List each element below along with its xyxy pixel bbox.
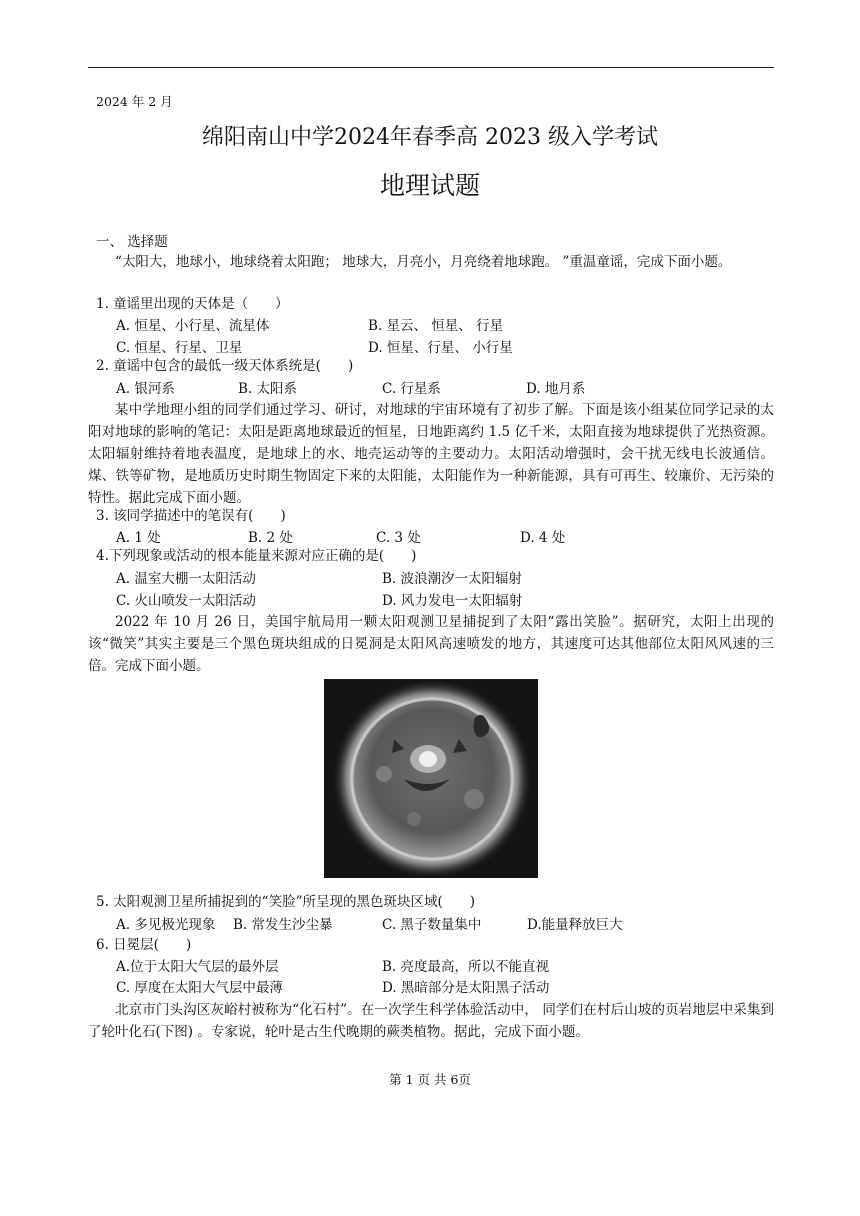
q5-option-b: B. 常发生沙尘暴	[233, 917, 333, 933]
q6-option-d: D. 黑暗部分是太阳黑子活动	[382, 980, 550, 996]
page-number: 第 1 页 共 6页	[389, 1072, 471, 1087]
q3-option-b: B. 2 处	[248, 530, 293, 546]
q5-option-c: C. 黑子数量集中	[382, 917, 482, 933]
q4-option-c: C. 火山喷发一太阳活动	[116, 593, 256, 609]
q1-option-d: D. 恒星、行星、 小行星	[368, 340, 513, 356]
q6-option-c: C. 厚度在太阳大气层中最薄	[116, 980, 283, 996]
question-1: 1. 童谣里出现的天体是（ ）	[96, 296, 289, 312]
intro-sun-notes: 某中学地理小组的同学们通过学习、研讨，对地球的宇宙环境有了初步了解。下面是该小组某位同学记录的太阳对地球的影响的笔记：太阳是距离地球最近的恒星，日地距离约 1.5 亿千米，太阳直接为地球提供了光热资源。太阳辐射维持着地表温度，是地球上的水、地壳运动等的主要动力。太阳活动增强时，会干扰无线电长波通信。煤、铁等矿物，是地质历史时期生物固定下来的太阳能，太阳能作为一种新能源，具有可再生、较廉价、无污染的特性。据此完成下面小题。	[88, 402, 774, 506]
sun-coronal-hole-image	[324, 679, 538, 878]
q4-option-b: B. 波浪潮汐一太阳辐射	[382, 571, 523, 587]
q2-option-a: A. 银河系	[116, 381, 175, 397]
q4-option-a: A. 温室大棚一太阳活动	[116, 571, 256, 587]
question-2: 2. 童谣中包含的最低一级天体系统是( )	[96, 358, 354, 374]
q2-option-b: B. 太阳系	[238, 381, 298, 397]
q3-option-c: C. 3 处	[376, 530, 421, 546]
q1-option-c: C. 恒星、行星、卫星	[116, 340, 243, 356]
intro-nursery-rhyme: “太阳大，地球小，地球绕着太阳跑； 地球大，月亮小，月亮绕着地球跑。 ”重温童谣，完成下面小题。	[115, 254, 732, 270]
q5-option-d: D.能量释放巨大	[527, 917, 623, 933]
intro-fossil-village: 北京市门头沟区灰峪村被称为“化石村”。在一次学生科学体验活动中， 同学们在村后山坡的页岩地层中采集到了轮叶化石(下图) 。专家说，轮叶是古生代晚期的蕨类植物。据此，完成下面小题。	[88, 1002, 774, 1040]
q1-option-b: B. 星云、 恒星、 行星	[368, 318, 504, 334]
question-6: 6. 日冕层( )	[96, 937, 192, 953]
section-heading: 一、 选择题	[96, 234, 168, 250]
question-3: 3. 该同学描述中的笔误有( )	[96, 508, 286, 524]
question-5: 5. 太阳观测卫星所捕捉到的“笑脸”所呈现的黑色斑块区域( )	[96, 894, 476, 910]
q4-option-d: D. 风力发电一太阳辐射	[382, 593, 523, 609]
q2-option-c: C. 行星系	[382, 381, 441, 397]
q6-option-a: A.位于太阳大气层的最外层	[116, 959, 279, 975]
question-4: 4.下列现象或活动的根本能量来源对应正确的是( )	[96, 548, 417, 564]
q3-option-a: A. 1 处	[116, 530, 161, 546]
exam-title: 绵阳南山中学2024年春季高 2023 级入学考试	[202, 125, 658, 150]
header-rule	[88, 67, 774, 68]
q2-option-d: D. 地月系	[526, 381, 586, 397]
q5-option-a: A. 多见极光现象	[116, 917, 216, 933]
exam-date: 2024 年 2 月	[96, 94, 173, 109]
subject-title: 地理试题	[379, 171, 480, 200]
q6-option-b: B. 亮度最高，所以不能直视	[382, 959, 550, 975]
q1-option-a: A. 恒星、小行星、流星体	[116, 318, 270, 334]
intro-sun-smile: 2022 年 10 月 26 日，美国宇航局用一颗太阳观测卫星捕捉到了太阳“露出笑脸”。据研究，太阳上出现的该“微笑”其实主要是三个黑色斑块组成的日冕洞是太阳风高速喷发的地方，其速度可达其他部位太阳风风速的三倍。完成下面小题。	[88, 614, 774, 674]
q3-option-d: D. 4 处	[520, 530, 566, 546]
